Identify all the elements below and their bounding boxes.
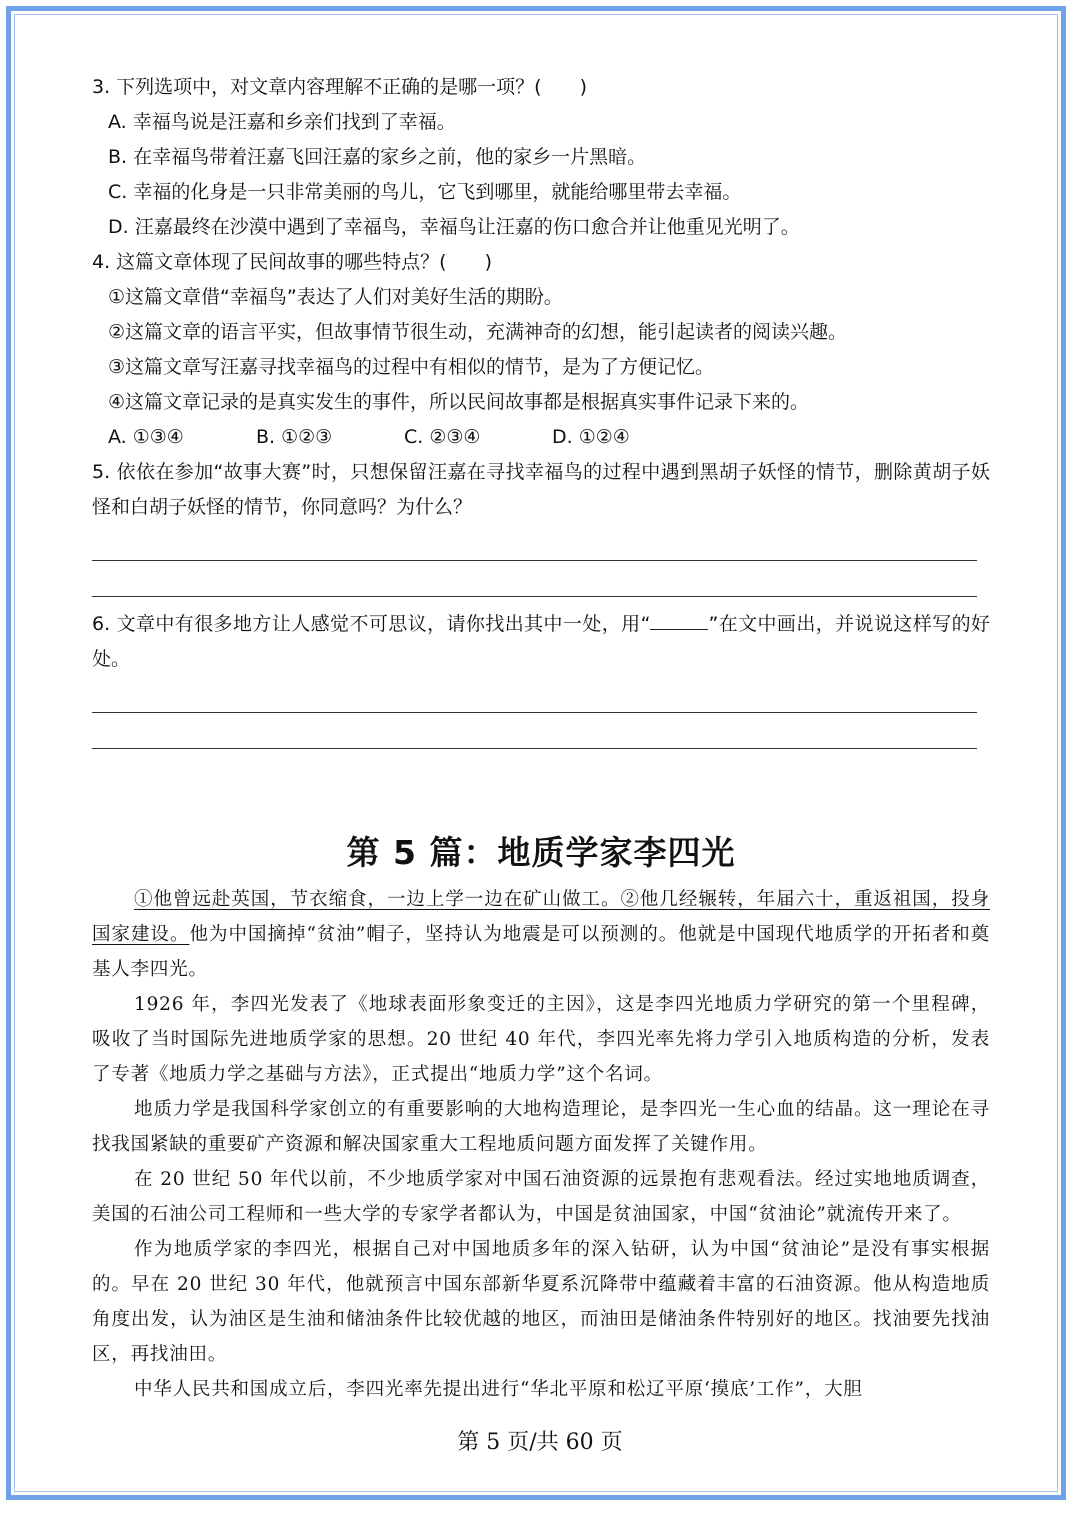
question-4-statement-3: ③这篇文章写汪嘉寻找幸福鸟的过程中有相似的情节，是为了方便记忆。 (108, 356, 715, 378)
answer-line[interactable] (92, 561, 977, 597)
article (92, 827, 990, 1407)
question-4-stem: 4. 这篇文章体现了民间故事的哪些特点？( ) (92, 251, 492, 273)
question-6-stem-before: 6. 文章中有很多地方让人感觉不可思议，请你找出其中一处，用“ (92, 613, 651, 635)
answer-line[interactable] (92, 713, 977, 749)
page-content (92, 70, 990, 1407)
article-paragraph-6: 中华人民共和国成立后，李四光率先提出进行“华北平原和松辽平原‘摸底’工作”，大胆 (134, 1379, 863, 1400)
article-paragraph-2: 1926 年，李四光发表了《地球表面形象变迁的主因》，这是李四光地质力学研究的第一个里程碑，吸收了当时国际先进地质学家的思想。20 世纪 40 年代，李四光率先将力学引入地质构造的分析，发表了专著《地质力学之基础与方法》，正式提出“地质力学”这个名词。 (92, 994, 990, 1085)
question-4-choice-a: A. ①③④ (108, 426, 184, 448)
question-3 (92, 70, 990, 245)
answer-line[interactable] (92, 677, 977, 713)
question-6-stem (92, 607, 990, 677)
answer-line[interactable] (92, 525, 977, 561)
underline-blank (650, 609, 708, 630)
question-4-choice-b: B. ①②③ (256, 426, 333, 448)
article-title: 第 5 篇：地质学家李四光 (346, 833, 736, 872)
question-4-choice-c: C. ②③④ (404, 426, 481, 448)
question-5-stem: 5. 依依在参加“故事大赛”时，只想保留汪嘉在寻找幸福鸟的过程中遇到黑胡子妖怪的情节，删除黄胡子妖怪和白胡子妖怪的情节，你同意吗？为什么？ (92, 461, 990, 518)
question-3-option-b: B. 在幸福鸟带着汪嘉飞回汪嘉的家乡之前，他的家乡一片黑暗。 (108, 146, 647, 168)
article-paragraph-4: 在 20 世纪 50 年代以前，不少地质学家对中国石油资源的远景抱有悲观看法。经过实地地质调查，美国的石油公司工程师和一些大学的专家学者都认为，中国是贫油国家，中国“贫油论”就流传开来了。 (92, 1169, 990, 1225)
question-4-choice-d: D. ①②④ (552, 426, 630, 448)
question-4-choices (108, 420, 990, 455)
page-footer: 第 5 页/共 60 页 (457, 1430, 623, 1455)
question-4-statement-4: ④这篇文章记录的是真实发生的事件，所以民间故事都是根据真实事件记录下来的。 (108, 391, 810, 413)
question-4-statement-2: ②这篇文章的语言平实，但故事情节很生动，充满神奇的幻想，能引起读者的阅读兴趣。 (108, 321, 848, 343)
question-5 (92, 455, 990, 597)
question-3-option-d: D. 汪嘉最终在沙漠中遇到了幸福鸟，幸福鸟让汪嘉的伤口愈合并让他重见光明了。 (108, 216, 800, 238)
question-4-statement-1: ①这篇文章借“幸福鸟”表达了人们对美好生活的期盼。 (108, 286, 563, 308)
article-body (92, 882, 990, 1407)
underlined-sentences: ①他曾远赴英国，节衣缩食，一边上学一边在矿山做工。②他几经辗转，年届六十，重返祖国，投身国家建设。 (92, 889, 990, 945)
article-paragraph-5: 作为地质学家的李四光，根据自己对中国地质多年的深入钻研，认为中国“贫油论”是没有事实根据的。早在 20 世纪 30 年代，他就预言中国东部新华夏系沉降带中蕴藏着丰富的石油资源。他从构造地质角度出发，认为油区是生油和储油条件比较优越的地区，而油田是储油条件特别好的地区。找油要先找油区，再找油田。 (92, 1239, 990, 1365)
question-4 (92, 245, 990, 455)
question-3-option-c: C. 幸福的化身是一只非常美丽的鸟儿，它飞到哪里，就能给哪里带去幸福。 (108, 181, 742, 203)
article-paragraph-3: 地质力学是我国科学家创立的有重要影响的大地构造理论，是李四光一生心血的结晶。这一理论在寻找我国紧缺的重要矿产资源和解决国家重大工程地质问题方面发挥了关键作用。 (92, 1099, 990, 1155)
question-3-stem: 3. 下列选项中，对文章内容理解不正确的是哪一项？( ) (92, 76, 587, 98)
question-3-option-a: A. 幸福鸟说是汪嘉和乡亲们找到了幸福。 (108, 111, 456, 133)
article-paragraph-1-rest: 他为中国摘掉“贫油”帽子，坚持认为地震是可以预测的。他就是中国现代地质学的开拓者和奠基人李四光。 (92, 924, 990, 980)
question-6-stem-after: ”在文中画出，并说说这样写的好处。 (92, 613, 990, 670)
article-paragraph-1 (92, 882, 990, 987)
question-6 (92, 607, 990, 749)
